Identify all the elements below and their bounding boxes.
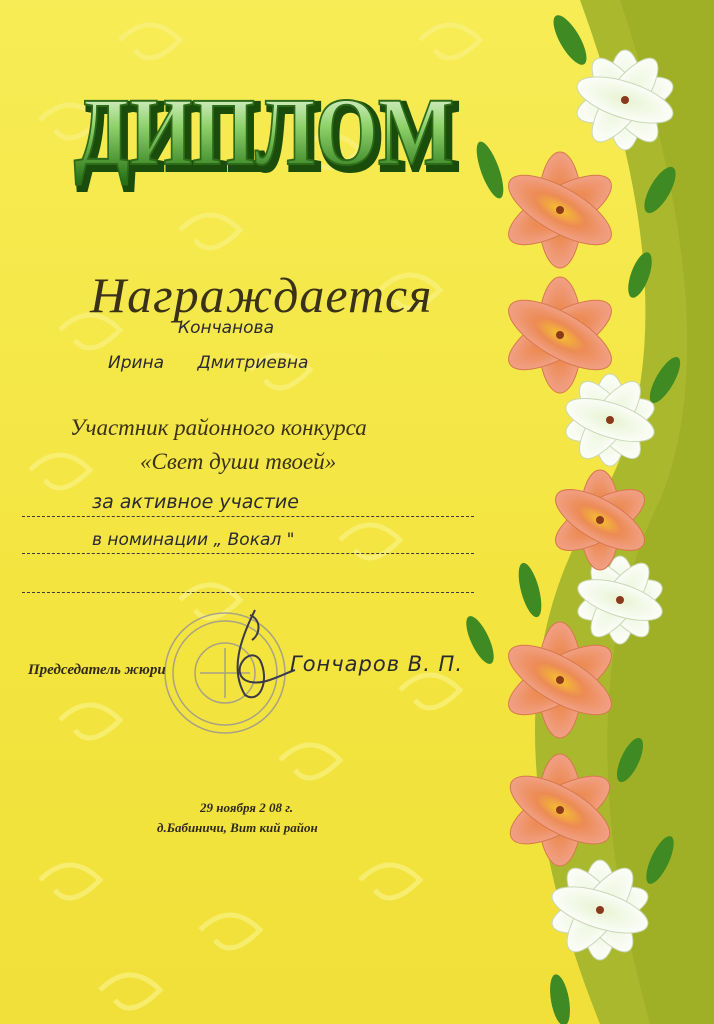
reason-text: за активное участие [92, 491, 299, 513]
recipient-surname: Кончанова [178, 318, 274, 338]
fill-line-3 [22, 592, 474, 593]
recipient-given-name: Ирина Дмитриевна [108, 353, 309, 373]
issue-date: 29 ноября 2 08 г. [200, 800, 294, 815]
svg-text:ДИПЛОМ: ДИПЛОМ [74, 78, 454, 185]
jury-chair-label: Председатель жюри [28, 662, 166, 678]
awarded-heading: Награждается [90, 267, 433, 323]
issue-place: д.Бабиничи, Вит кий район [157, 820, 318, 835]
jury-chair-name: Гончаров В. П. [290, 652, 464, 676]
fill-line-1 [22, 516, 474, 517]
fill-line-2 [22, 553, 474, 554]
nomination-text: в номинации „ Вокал " [92, 530, 295, 550]
lily-flowers-decoration [440, 0, 714, 1024]
contest-name: «Свет души твоей» [140, 449, 337, 474]
diploma-title [64, 62, 464, 192]
svg-text:ДИПЛОМ: ДИПЛОМ [78, 82, 458, 189]
participant-line: Участник районного конкурса [70, 415, 367, 440]
